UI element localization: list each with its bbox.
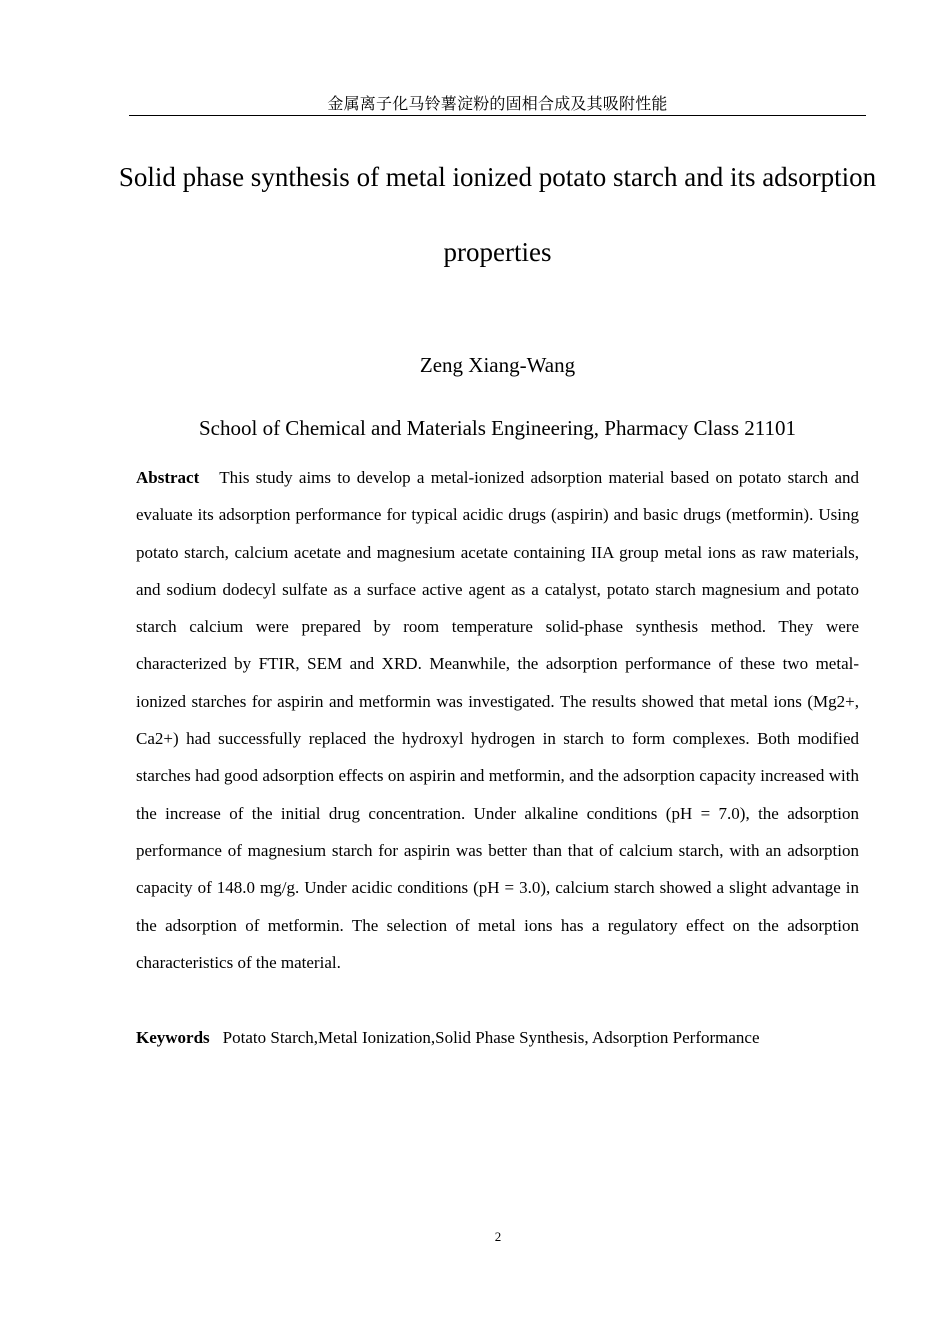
paper-title: Solid phase synthesis of metal ionized potato starch and its adsorption properties [118,162,877,267]
running-header: 金属离子化马铃薯淀粉的固相合成及其吸附性能 [327,94,668,113]
abstract-paragraph [136,459,859,981]
author-name: Zeng Xiang-Wang [419,353,576,377]
header-rule [129,115,866,116]
keywords-label: Keywords [136,1028,210,1047]
page-number: 2 [494,1229,502,1244]
keywords-line [136,1019,876,1056]
author-affiliation: School of Chemical and Materials Engineering, Pharmacy Class 21101 [198,416,796,440]
abstract-label: Abstract [136,468,200,487]
abstract-text: This study aims to develop a metal-ionized adsorption material based on potato starch and evaluate its adsorption performance for typical acidic drugs (aspirin) and basic drugs (metformin). Using potato starch, calcium acetate and magnesium acetate containing IIA group metal ions as raw materials, and sodium dodecyl sulfate as a surface active agent as a catalyst, potato starch magnesium and potato starch calcium were prepared by room temperature solid-phase synthesis method. They were characterized by FTIR, SEM and XRD. Meanwhile, the adsorption performance of these two metal-ionized starches for aspirin and metformin was investigated. The results showed that metal ions (Mg2+, Ca2+) had successfully replaced the hydroxyl hydrogen in starch to form complexes. Both modified starches had good adsorption effects on aspirin and metformin, and the adsorption capacity increased with the increase of the initial drug concentration. Under alkaline conditions (pH = 7.0), the adsorption performance of magnesium starch for aspirin was better than that of calcium starch, with an adsorption capacity of 148.0 mg/g. Under acidic conditions (pH = 3.0), calcium starch showed a slight advantage in the adsorption of metformin. The selection of metal ions has a regulatory effect on the adsorption characteristics of the material. [136,468,859,972]
keywords-text: Potato Starch,Metal Ionization,Solid Phase Synthesis, Adsorption Performance [222,1028,760,1047]
